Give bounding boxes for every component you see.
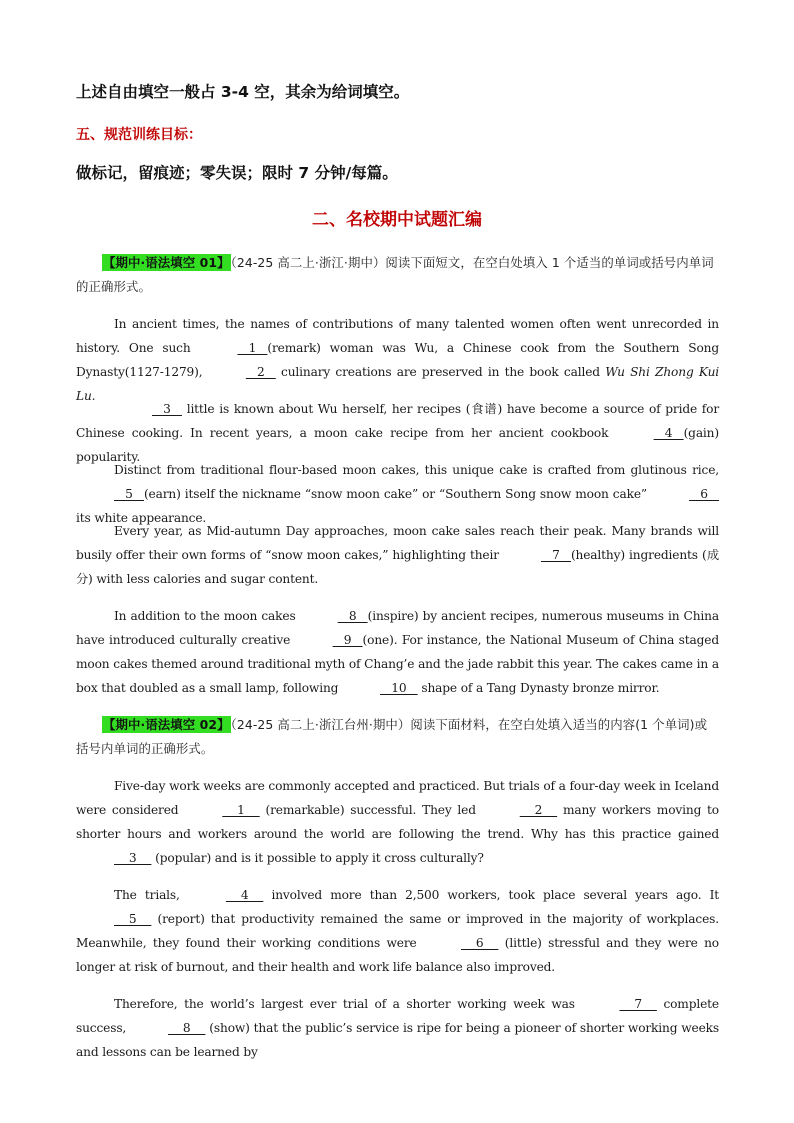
text-run: complete success, (76, 997, 719, 1035)
q2-intro (76, 713, 719, 761)
text-run: (report) that productivity remained the same or improved in the majority of workplaces. Meanwhile, they found their working conditions were (76, 912, 719, 950)
q1-passage-4 (76, 519, 719, 591)
section-five-text: 做标记，留痕迹；零失误；限时 7 分钟/每篇。 (76, 164, 398, 182)
blank-3[interactable]: 3 (114, 851, 152, 865)
text-run: (one). For instance, the National Museum of China staged moon cakes themed around traditional myth of Chang’e and the jade rabbit this year. The cakes came in a box that doubled as a small lamp, following (76, 633, 719, 695)
q1-tag: 【期中·语法填空 01】 (103, 255, 230, 270)
section-two-title: 二、名校期中试题汇编 (312, 210, 482, 230)
q2-passage-3 (76, 992, 719, 1064)
blank-5[interactable]: 5 (114, 912, 152, 926)
q1-intro (76, 251, 719, 299)
text-run: In addition to the moon cakes (114, 609, 300, 623)
header-note: 上述自由填空一般占 3-4 空，其余为给词填空。 (76, 83, 410, 101)
q2-paragraph-3 (76, 992, 719, 1064)
text-run: culinary creations are preserved in the book called (275, 365, 606, 379)
q2-passage (76, 774, 719, 870)
blank-8[interactable]: 8 (337, 609, 368, 623)
text-run: involved more than 2,500 workers, took place several years ago. It (263, 888, 719, 902)
q1-passage (76, 312, 719, 408)
text-run: Distinct from traditional flour-based moon cakes, this unique cake is crafted from glutinous rice, (114, 463, 719, 477)
text-run: (earn) itself the nickname “snow moon cake” or “Southern Song snow moon cake” (143, 487, 652, 501)
book-title: Wu Shi Zhong Kui Lu (76, 365, 720, 403)
q2-paragraph-2 (76, 883, 719, 979)
blank-4[interactable]: 4 (653, 426, 684, 440)
q2-instruction: （24-25 高二上·浙江台州·期中）阅读下面材料，在空白处填入适当的内容(1 个单词)或括号内单词的正确形式。 (76, 717, 708, 756)
text-run: In ancient times, the names of contributions of many talented women often went unrecorded in history. One such (76, 317, 719, 355)
text-run: many workers moving to shorter hours and workers around the world are following the trend. Why has this practice gained (76, 803, 719, 841)
section-five-title: 五、规范训练目标： (76, 127, 202, 143)
q1-paragraph-1 (76, 312, 719, 408)
q1-paragraph-4 (76, 519, 719, 591)
text-run: little is known about Wu herself, her recipes (食谱) have become a source of pride for Chinese cooking. In recent years, a moon cake recipe from her ancient cookbook (76, 402, 719, 440)
text-run: (little) stressful and they were no longer at risk of burnout, and their health and work life balance also improved. (76, 936, 719, 974)
q2-passage-2 (76, 883, 719, 979)
blank-1[interactable]: 1 (237, 341, 268, 355)
text-run: (popular) and is it possible to apply it cross culturally? (151, 851, 484, 865)
text-run: (remarkable) successful. They led (259, 803, 482, 817)
text-run: (show) that the public’s service is ripe for being a pioneer of shorter working weeks and lessons can be learned by (76, 1021, 720, 1059)
blank-10[interactable]: 10 (380, 681, 418, 695)
q1-instruction: （24-25 高二上·浙江·期中）阅读下面短文，在空白处填入 1 个适当的单词或括号内单词的正确形式。 (76, 255, 714, 294)
q1-paragraph-5 (76, 604, 719, 700)
text-run: Therefore, the world’s largest ever trial of a shorter working week was (114, 997, 582, 1011)
blank-9[interactable]: 9 (332, 633, 363, 647)
text-run: (gain) popularity. (76, 426, 719, 464)
blank-5[interactable]: 5 (114, 487, 144, 501)
text-run: The trials, (114, 888, 188, 902)
text-run: (healthy) ingredients (成分) with less calories and sugar content. (76, 548, 719, 586)
text-run: shape of a Tang Dynasty bronze mirror. (417, 681, 660, 695)
blank-7[interactable]: 7 (619, 997, 657, 1011)
q1-passage-5 (76, 604, 719, 700)
blank-4[interactable]: 4 (225, 888, 264, 902)
blank-7[interactable]: 7 (540, 548, 571, 562)
text-run: (remark) woman was Wu, a Chinese cook from the Southern Song Dynasty(1127-1279), (76, 341, 719, 379)
blank-6[interactable]: 6 (460, 936, 499, 950)
text-run: Five-day work weeks are commonly accepted and practiced. But trials of a four-day week in Iceland were considered (76, 779, 719, 817)
text-run: (inspire) by ancient recipes, numerous museums in China have introduced culturally creative (76, 609, 719, 647)
q2-paragraph-1 (76, 774, 719, 870)
text-run: . (91, 389, 96, 403)
text-run: Every year, as Mid-autumn Day approaches, moon cake sales reach their peak. Many brands will busily offer their own forms of “snow moon cakes,” highlighting their (76, 524, 719, 562)
blank-2[interactable]: 2 (245, 365, 276, 379)
blank-8[interactable]: 8 (168, 1021, 206, 1035)
blank-2[interactable]: 2 (519, 803, 558, 817)
blank-3[interactable]: 3 (152, 402, 182, 416)
text-run: its white appearance. (76, 511, 207, 525)
blank-6[interactable]: 6 (689, 487, 719, 501)
q2-tag: 【期中·语法填空 02】 (103, 717, 230, 732)
blank-1[interactable]: 1 (222, 803, 260, 817)
